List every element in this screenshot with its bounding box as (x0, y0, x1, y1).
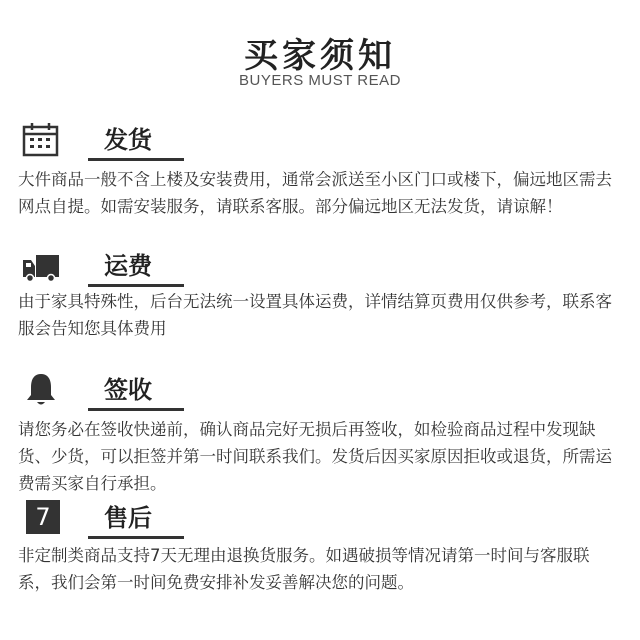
bell-icon (22, 372, 60, 408)
section-heading: 售后 (104, 504, 152, 532)
section-signing-text: 请您务必在签收快递前，确认商品完好无损后再签收，如检验商品过程中发现缺货、少货，可以拒签并第一时间联系我们。发货后因买家原因拒收或退货，所需运费需买家自行承担。 (18, 420, 612, 493)
calendar-icon (22, 122, 60, 158)
section-aftersales-header (22, 500, 182, 540)
page-subtitle: BUYERS MUST READ (239, 72, 401, 89)
section-heading: 签收 (104, 376, 152, 404)
heading-underline (88, 536, 184, 539)
page-title: 买家须知 (244, 36, 396, 76)
section-freight-header (22, 248, 182, 288)
heading-underline (88, 158, 184, 161)
section-signing-header (22, 372, 182, 412)
section-shipping-text: 大件商品一般不含上楼及安装费用，通常会派送至小区门口或楼下，偏远地区需去网点自提。如需安装服务，请联系客服。部分偏远地区无法发货，请谅解！ (18, 170, 612, 216)
icon-number: 7 (35, 503, 51, 531)
heading-underline (88, 284, 184, 287)
section-heading: 运费 (104, 252, 152, 280)
section-shipping-header (22, 122, 182, 162)
truck-icon (22, 248, 60, 284)
section-heading: 发货 (104, 126, 152, 154)
section-aftersales-text: 非定制类商品支持7天无理由退换货服务。如遇破损等情况请第一时间与客服联系，我们会第一时间免费安排补发妥善解决您的问题。 (18, 546, 590, 592)
section-freight-text: 由于家具特殊性，后台无法统一设置具体运费，详情结算页费用仅供参考，联系客服会告知您具体费用 (18, 292, 612, 338)
number-seven-icon (26, 500, 60, 534)
heading-underline (88, 408, 184, 411)
